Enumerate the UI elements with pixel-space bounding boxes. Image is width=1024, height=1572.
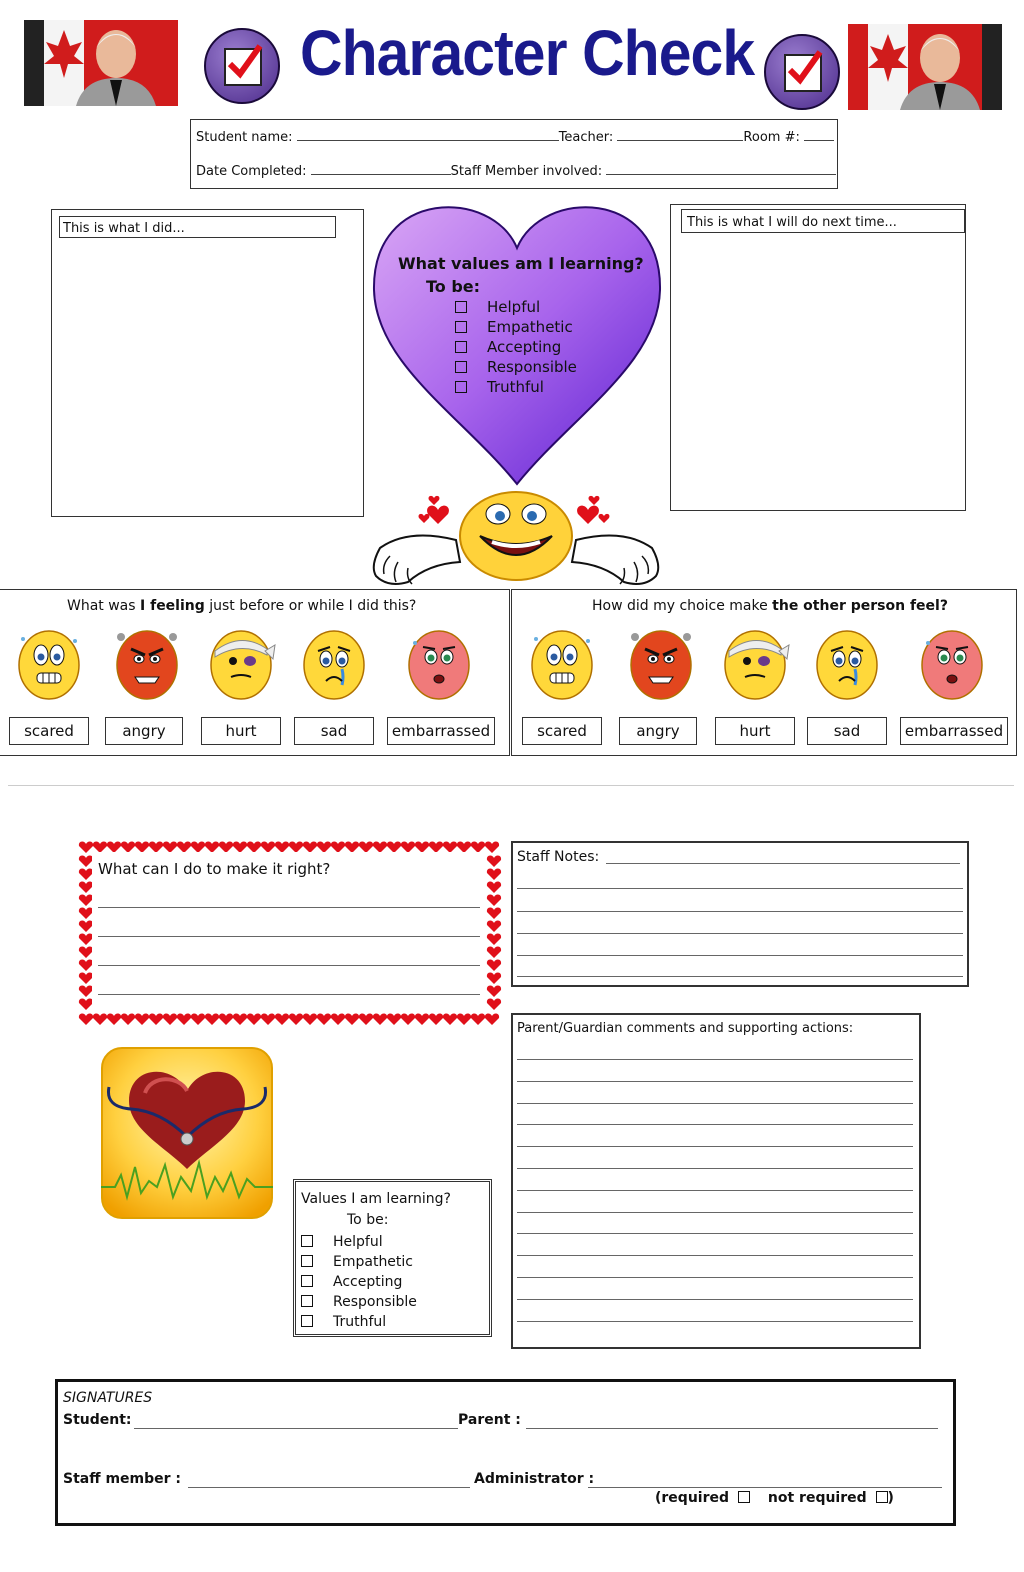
not-required-label: not required (767, 1490, 867, 1506)
page-title: Character Check (300, 17, 755, 89)
staff-member-label: Staff Member involved: (450, 164, 603, 179)
student-info-form (190, 119, 838, 189)
scared-face-icon (17, 629, 85, 713)
other-emotion-angry[interactable]: angry (619, 717, 697, 745)
values-box-value-checkbox[interactable] (301, 1295, 313, 1307)
admin-signature-label: Administrator : (474, 1471, 595, 1487)
heart-to-be: To be: (426, 277, 481, 296)
heart-value-item (455, 317, 577, 337)
heart-value-label: Helpful (487, 298, 541, 316)
heart-value-checkbox[interactable] (455, 381, 467, 393)
values-box-value-item (301, 1232, 417, 1252)
heart-value-item (455, 377, 577, 397)
my-emotion-embarrassed[interactable]: embarrassed (387, 717, 495, 745)
values-box-value-checkbox[interactable] (301, 1315, 313, 1327)
other-feelings-prompt: How did my choice make the other person feel? (592, 598, 948, 614)
values-box-value-label: Accepting (333, 1274, 403, 1290)
heart-value-checkbox[interactable] (455, 301, 467, 313)
date-completed-label: Date Completed: (196, 164, 307, 179)
what-i-did-label: This is what I did... (59, 216, 336, 238)
staff-member-field[interactable] (606, 162, 836, 175)
checkmark-icon (764, 34, 840, 110)
staff-signature-label: Staff member : (63, 1471, 182, 1487)
other-emotion-scared[interactable]: scared (522, 717, 602, 745)
embarrassed-face-icon (407, 629, 475, 713)
my-feelings-prompt: What was I feeling just before or while I did this? (67, 598, 417, 614)
other-emotion-sad[interactable]: sad (807, 717, 887, 745)
required-label: (required (655, 1490, 730, 1506)
embarrassed-face-icon (920, 629, 988, 713)
heart-question: What values am I learning? (398, 254, 644, 273)
smiley-hands-icon (368, 490, 664, 590)
student-signature-label: Student: (63, 1412, 132, 1428)
staff-notes-box[interactable] (511, 841, 969, 987)
heart-value-checkbox[interactable] (455, 321, 467, 333)
admin-signature-field[interactable] (588, 1487, 942, 1488)
required-checkbox[interactable] (738, 1491, 750, 1503)
room-field[interactable] (804, 128, 834, 141)
teacher-label: Teacher: (558, 130, 614, 145)
values-box-value-label: Helpful (333, 1234, 383, 1250)
parent-signature-field[interactable] (526, 1428, 938, 1429)
hurt-face-icon (209, 629, 277, 713)
my-emotion-hurt[interactable]: hurt (201, 717, 281, 745)
signatures-heading: SIGNATURES (63, 1390, 153, 1406)
my-emotion-sad[interactable]: sad (294, 717, 374, 745)
values-box-to-be: To be: (347, 1212, 389, 1228)
student-name-label: Student name: (196, 130, 293, 145)
hurt-face-icon (723, 629, 791, 713)
other-emotion-embarrassed[interactable]: embarrassed (900, 717, 1008, 745)
heart-value-checkbox[interactable] (455, 361, 467, 373)
values-box-value-checkbox[interactable] (301, 1255, 313, 1267)
heart-value-label: Empathetic (487, 318, 573, 336)
scared-face-icon (530, 629, 598, 713)
section-divider (8, 785, 1014, 786)
values-box-value-label: Responsible (333, 1294, 417, 1310)
what-i-did-box[interactable] (51, 209, 364, 517)
staff-signature-field[interactable] (188, 1487, 470, 1488)
heart-value-item (455, 297, 577, 317)
parent-comments-label: Parent/Guardian comments and supporting actions: (517, 1021, 854, 1036)
next-time-box[interactable] (670, 204, 966, 511)
student-name-field[interactable] (297, 128, 559, 141)
angry-face-icon (629, 629, 697, 713)
heart-value-label: Truthful (487, 378, 544, 396)
parent-comments-box[interactable] (511, 1013, 921, 1349)
values-box-value-checkbox[interactable] (301, 1235, 313, 1247)
other-emotion-hurt[interactable]: hurt (715, 717, 795, 745)
my-emotion-scared[interactable]: scared (9, 717, 89, 745)
values-box-value-item (301, 1312, 417, 1332)
heart-value-item (455, 337, 577, 357)
heart-value-item (455, 357, 577, 377)
values-box-value-checkbox[interactable] (301, 1275, 313, 1287)
heart-value-label: Accepting (487, 338, 562, 356)
heart-stethoscope-icon (101, 1047, 273, 1219)
not-required-checkbox[interactable] (876, 1491, 888, 1503)
values-box-value-label: Truthful (333, 1314, 387, 1330)
photo-left (24, 20, 178, 106)
date-completed-field[interactable] (311, 162, 451, 175)
values-box-value-item (301, 1292, 417, 1312)
checkmark-icon (204, 28, 280, 104)
heart-values-list (455, 297, 577, 397)
sad-face-icon (302, 629, 370, 713)
heart-value-checkbox[interactable] (455, 341, 467, 353)
values-box-value-item (301, 1272, 417, 1292)
values-learning-box (293, 1179, 492, 1337)
make-it-right-label: What can I do to make it right? (98, 860, 331, 878)
sad-face-icon (815, 629, 883, 713)
photo-right (848, 24, 1002, 110)
next-time-label: This is what I will do next time... (681, 209, 965, 233)
make-it-right-box[interactable] (92, 852, 486, 1008)
heart-value-label: Responsible (487, 358, 577, 376)
my-emotion-angry[interactable]: angry (105, 717, 183, 745)
values-box-title: Values I am learning? (301, 1191, 451, 1207)
values-box-list (301, 1232, 417, 1332)
angry-face-icon (115, 629, 183, 713)
parent-signature-label: Parent : (458, 1412, 521, 1428)
values-box-value-label: Empathetic (333, 1254, 414, 1270)
room-label: Room #: (743, 130, 800, 145)
values-box-value-item (301, 1252, 417, 1272)
admin-required-options: (required not required ) (655, 1490, 894, 1506)
signatures-box (55, 1379, 956, 1526)
student-signature-field[interactable] (134, 1428, 458, 1429)
staff-notes-label: Staff Notes: (517, 849, 600, 865)
teacher-field[interactable] (617, 128, 743, 141)
